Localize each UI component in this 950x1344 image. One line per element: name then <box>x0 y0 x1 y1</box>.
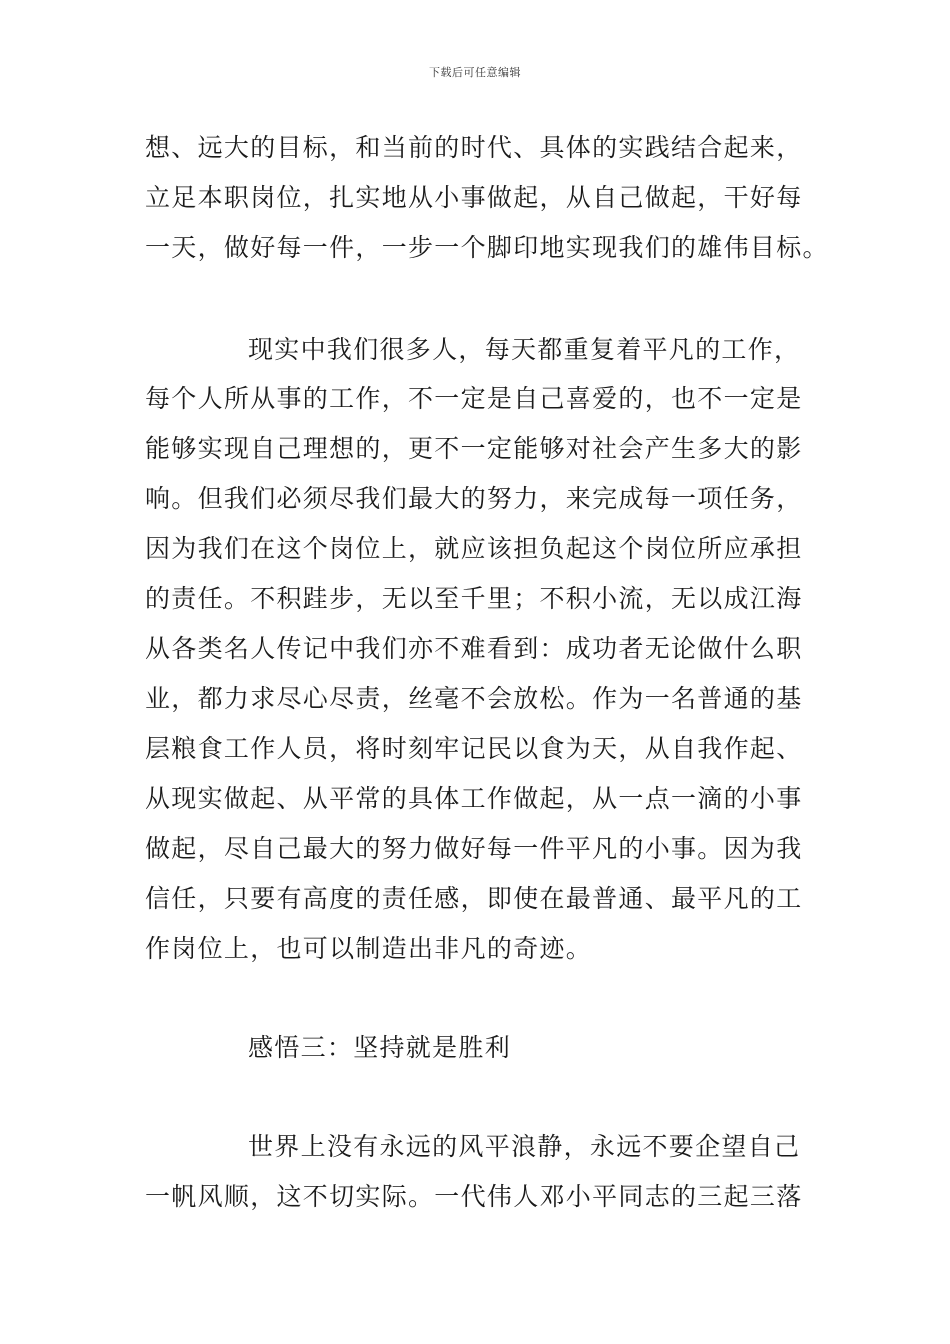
paragraph-line: 业，都力求尽心尽责，丝毫不会放松。作为一名普通的基 <box>145 684 803 713</box>
paragraph-line: 响。但我们必须尽我们最大的努力，来完成每一项任务， <box>145 484 803 513</box>
paragraph-line: 从现实做起、从平常的具体工作做起，从一点一滴的小事 <box>145 784 803 813</box>
paragraph-line: 一帆风顺，这不切实际。一代伟人邓小平同志的三起三落 <box>145 1182 803 1211</box>
paragraph-line: 想、远大的目标，和当前的时代、具体的实践结合起来， <box>145 133 803 162</box>
paragraph-line: 信任，只要有高度的责任感，即使在最普通、最平凡的工 <box>145 884 803 913</box>
page-header: 下载后可任意编辑 <box>429 66 521 79</box>
paragraph-line: 一天，做好每一件，一步一个脚印地实现我们的雄伟目标。 <box>145 233 829 262</box>
paragraph-line: 的责任。不积跬步，无以至千里；不积小流，无以成江海 <box>145 584 803 613</box>
paragraph-line: 作岗位上，也可以制造出非凡的奇迹。 <box>145 934 593 963</box>
paragraph-line: 从各类名人传记中我们亦不难看到：成功者无论做什么职 <box>145 634 803 663</box>
paragraph-line: 立足本职岗位，扎实地从小事做起，从自己做起，干好每 <box>145 183 803 212</box>
paragraph-line: 层粮食工作人员，将时刻牢记民以食为天，从自我作起、 <box>145 734 803 763</box>
section-heading: 感悟三：坚持就是胜利 <box>248 1033 512 1062</box>
paragraph-line: 做起，尽自己最大的努力做好每一件平凡的小事。因为我 <box>145 834 803 863</box>
paragraph-line: 每个人所从事的工作，不一定是自己喜爱的，也不一定是 <box>145 384 803 413</box>
paragraph-line: 因为我们在这个岗位上，就应该担负起这个岗位所应承担 <box>145 534 803 563</box>
paragraph-line: 世界上没有永远的风平浪静，永远不要企望自己 <box>248 1132 801 1161</box>
paragraph-line: 现实中我们很多人，每天都重复着平凡的工作， <box>248 335 801 364</box>
paragraph-line: 能够实现自己理想的，更不一定能够对社会产生多大的影 <box>145 434 803 463</box>
